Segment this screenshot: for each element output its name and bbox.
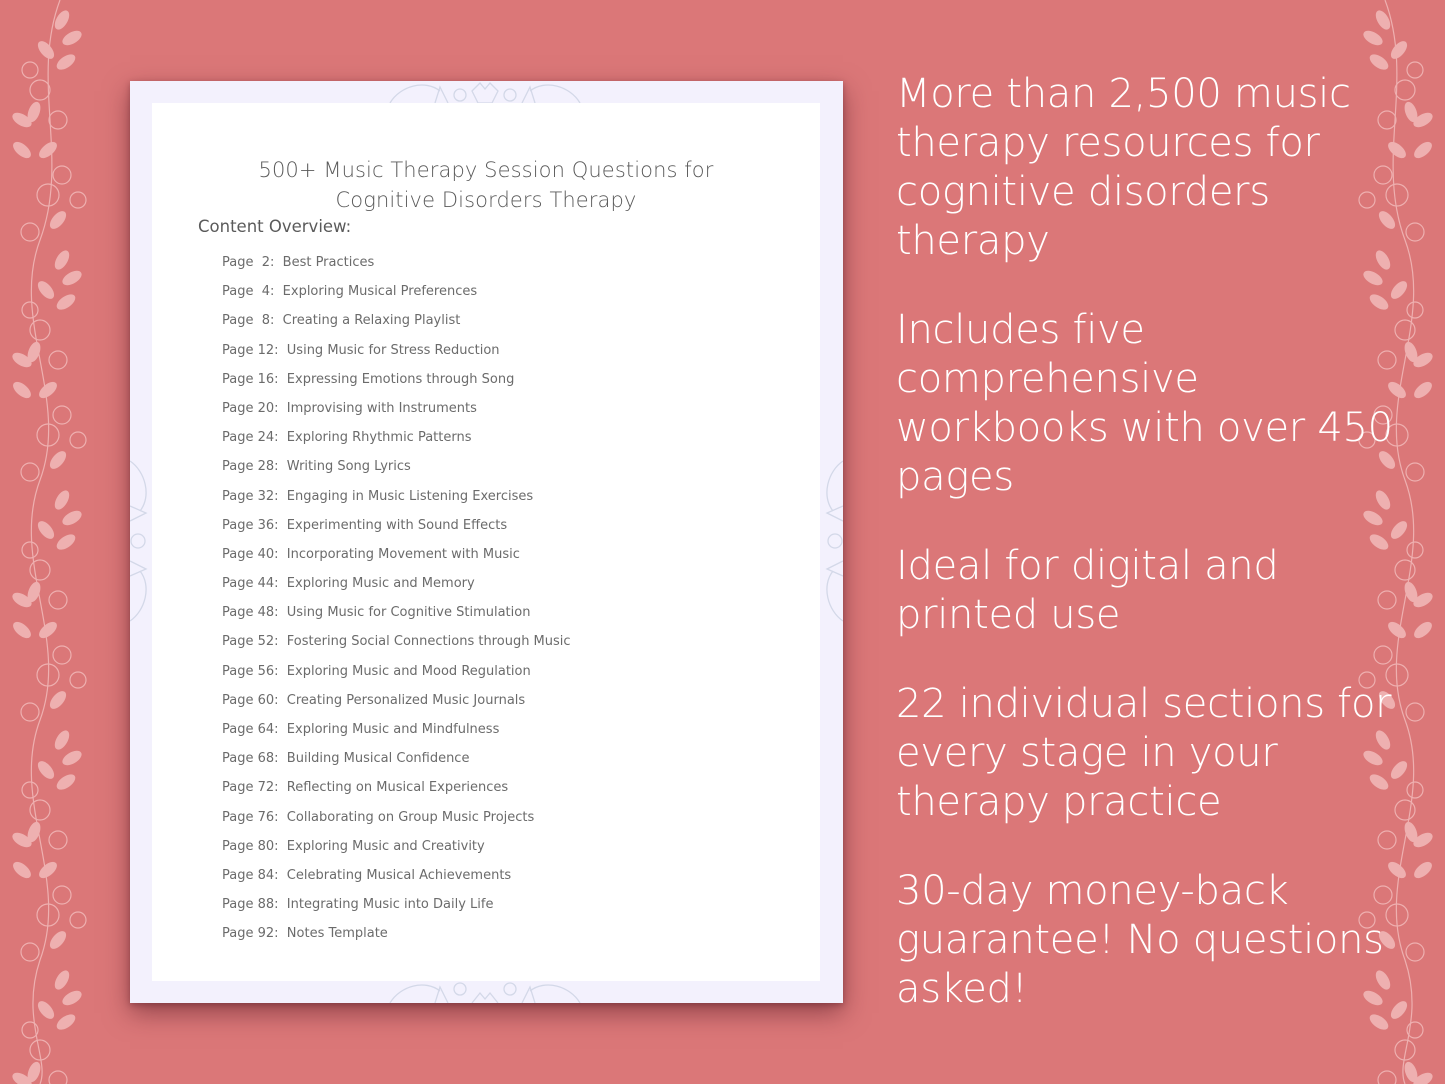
toc-item: Page 72: Reflecting on Musical Experiences <box>222 780 509 796</box>
feature-guarantee: 30-day money-back guarantee! No questions asked! <box>896 868 1384 1012</box>
toc-item: Page 76: Collaborating on Group Music Projects <box>222 809 535 825</box>
mandala-right-decoration <box>821 451 843 631</box>
toc-item: Page 12: Using Music for Stress Reduction <box>222 342 500 358</box>
document-title-line1: 500+ Music Therapy Session Questions for <box>258 158 714 182</box>
toc-item: Page 56: Exploring Music and Mood Regulation <box>222 663 531 679</box>
toc-item: Page 36: Experimenting with Sound Effects <box>222 517 508 533</box>
document-title-line2: Cognitive Disorders Therapy <box>335 188 637 212</box>
toc-item: Page 68: Building Musical Confidence <box>222 751 470 767</box>
toc-item: Page 88: Integrating Music into Daily Life <box>222 897 494 913</box>
mandala-bottom-decoration <box>380 981 590 1003</box>
feature-list <box>896 70 1416 1054</box>
floral-vine-left-decoration <box>0 0 100 1084</box>
toc-item: Page 80: Exploring Music and Creativity <box>222 838 485 854</box>
toc-item: Page 4: Exploring Musical Preferences <box>222 284 478 300</box>
feature-resources-count: More than 2,500 music therapy resources for cognitive disorders therapy <box>896 71 1351 264</box>
toc-item: Page 32: Engaging in Music Listening Exercises <box>222 488 534 504</box>
toc-item: Page 60: Creating Personalized Music Journals <box>222 692 526 708</box>
toc-item: Page 2: Best Practices <box>222 255 375 270</box>
mandala-top-decoration <box>380 81 590 103</box>
toc-item: Page 24: Exploring Rhythmic Patterns <box>222 430 472 446</box>
toc-item: Page 8: Creating a Relaxing Playlist <box>222 313 461 329</box>
toc-item: Page 64: Exploring Music and Mindfulness <box>222 722 500 737</box>
toc-item: Page 52: Fostering Social Connections through Music <box>222 634 571 650</box>
toc-item: Page 16: Expressing Emotions through Song <box>222 371 515 387</box>
toc-item: Page 40: Incorporating Movement with Music <box>222 546 520 562</box>
content-overview-heading: Content Overview: <box>198 217 352 236</box>
toc-item: Page 28: Writing Song Lyrics <box>222 459 411 475</box>
toc-item: Page 44: Exploring Music and Memory <box>222 576 475 592</box>
document-title <box>152 155 820 215</box>
mandala-left-decoration <box>130 451 152 631</box>
workbook-sheet <box>152 103 820 981</box>
toc-item: Page 84: Celebrating Musical Achievements <box>222 867 512 883</box>
table-of-contents <box>222 255 571 956</box>
toc-item: Page 48: Using Music for Cognitive Stimulation <box>222 605 531 621</box>
feature-digital-printed: Ideal for digital and printed use <box>896 543 1279 638</box>
toc-item: Page 20: Improvising with Instruments <box>222 400 477 416</box>
toc-item: Page 92: Notes Template <box>222 926 388 942</box>
workbook-page-preview <box>130 81 843 1003</box>
feature-sections: 22 individual sections for every stage in your therapy practice <box>896 681 1392 825</box>
feature-workbooks: Includes five comprehensive workbooks with over 450 pages <box>896 307 1393 500</box>
